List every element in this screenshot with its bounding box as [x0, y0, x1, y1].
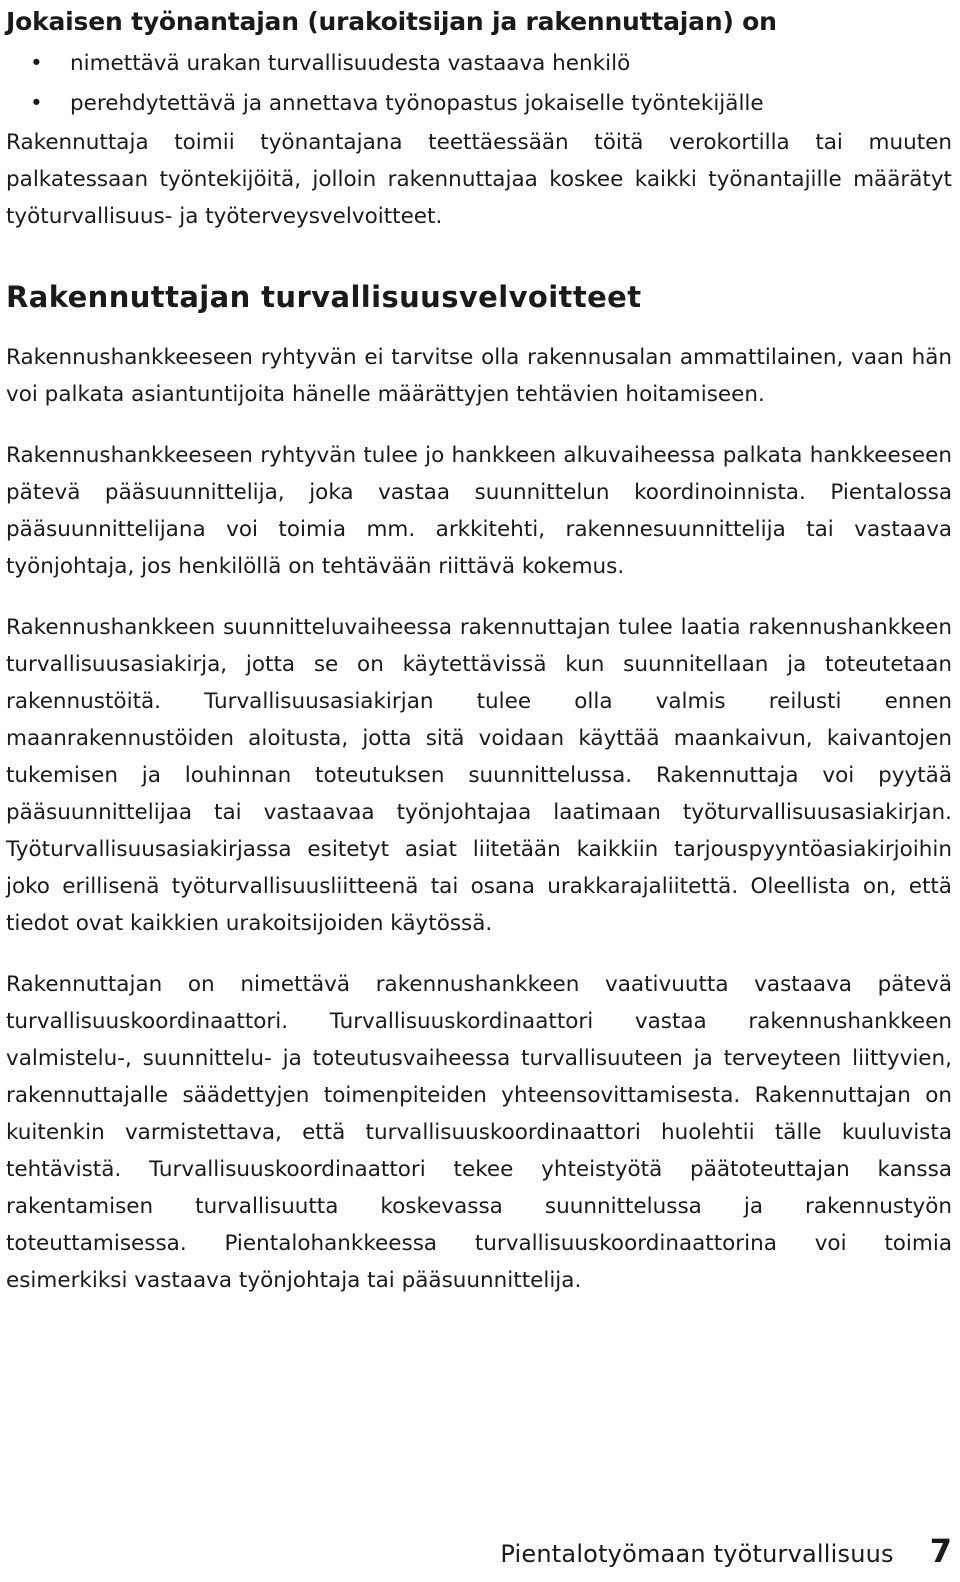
bullet-icon: •: [30, 51, 43, 76]
body-paragraph: Rakennuttajan on nimettävä rakennushankkeen vaativuutta vastaava pätevä turvallisuuskoordinaattori. Turvallisuuskordinaattori vastaa rakennushankkeen valmistelu-, suunnittelu- ja toteutusvaiheessa turvallisuuteen ja terveyteen liittyvien, rakennuttajalle säädettyjen toimenpiteiden yhteensovittamisesta. Rakennuttajan on kuitenkin varmistettava, että turvallisuuskoordinaattori huolehtii tälle kuuluvista tehtävistä. Turvallisuuskoordinaattori tekee yhteistyötä päätoteuttajan kanssa rakentamisen turvallisuutta koskevassa suunnittelussa ja rakennustyön toteuttamisessa. Pientalohankkeessa turvallisuuskoordinaattorina voi toimia esimerkiksi vastaava työnjohtaja tai pääsuunnittelija.: [6, 972, 952, 1293]
document-page: [6, 0, 952, 1299]
employer-obligations-heading: Jokaisen työnantajan (urakoitsijan ja rakennuttajan) on: [6, 7, 777, 36]
section-heading: Rakennuttajan turvallisuusvelvoitteet: [6, 280, 642, 314]
page-number: 7: [929, 1532, 952, 1570]
body-paragraph: Rakennushankkeeseen ryhtyvän ei tarvitse olla rakennusalan ammattilainen, vaan hän voi palkata asiantuntijoita hänelle määrättyjen tehtävien hoitamiseen.: [6, 345, 952, 407]
obligations-list: [6, 44, 952, 124]
list-item-text: perehdytettävä ja annettava työnopastus jokaiselle työntekijälle: [70, 91, 764, 116]
list-item: [6, 84, 952, 124]
bullet-icon: •: [30, 91, 43, 116]
body-paragraph: Rakennushankkeen suunnitteluvaiheessa rakennuttajan tulee laatia rakennushankkeen turvallisuusasiakirja, jotta se on käytettävissä kun suunnitellaan ja toteutetaan rakennustöitä. Turvallisuusasiakirjan tulee olla valmis reilusti ennen maanrakennustöiden aloitusta, jotta sitä voidaan käyttää maankaivun, kaivantojen tukemisen ja louhinnan toteutuksen suunnittelussa. Rakennuttaja voi pyytää pääsuunnittelijaa tai vastaavaa työnjohtajaa laatimaan työturvallisuusasiakirjan. Työturvallisuusasiakirjassa esitetyt asiat liitetään kaikkiin tarjouspyyntöasiakirjoihin joko erillisenä työturvallisuusliitteenä tai osana urakkarajaliitettä. Oleellista on, että tiedot ovat kaikkien urakoitsijoiden käytössä.: [6, 615, 952, 936]
list-item: [6, 44, 952, 84]
list-item-text: nimettävä urakan turvallisuudesta vastaava henkilö: [70, 51, 631, 76]
intro-paragraph: Rakennuttaja toimii työnantajana teettäessään töitä verokortilla tai muuten palkatessaan työntekijöitä, jolloin rakennuttajaa koskee kaikki työnantajille määrätyt työturvallisuus- ja työterveysvelvoitteet.: [6, 130, 952, 229]
footer-publication-title: Pientalotyömaan työturvallisuus: [500, 1540, 894, 1568]
page-footer: [500, 1532, 952, 1570]
body-paragraph: Rakennushankkeeseen ryhtyvän tulee jo hankkeen alkuvaiheessa palkata hankkeeseen pätevä pääsuunnittelija, joka vastaa suunnittelun koordinoinnista. Pientalossa pääsuunnittelijana voi toimia mm. arkkitehti, rakennesuunnittelija tai vastaava työnjohtaja, jos henkilöllä on tehtävään riittävä kokemus.: [6, 443, 952, 579]
